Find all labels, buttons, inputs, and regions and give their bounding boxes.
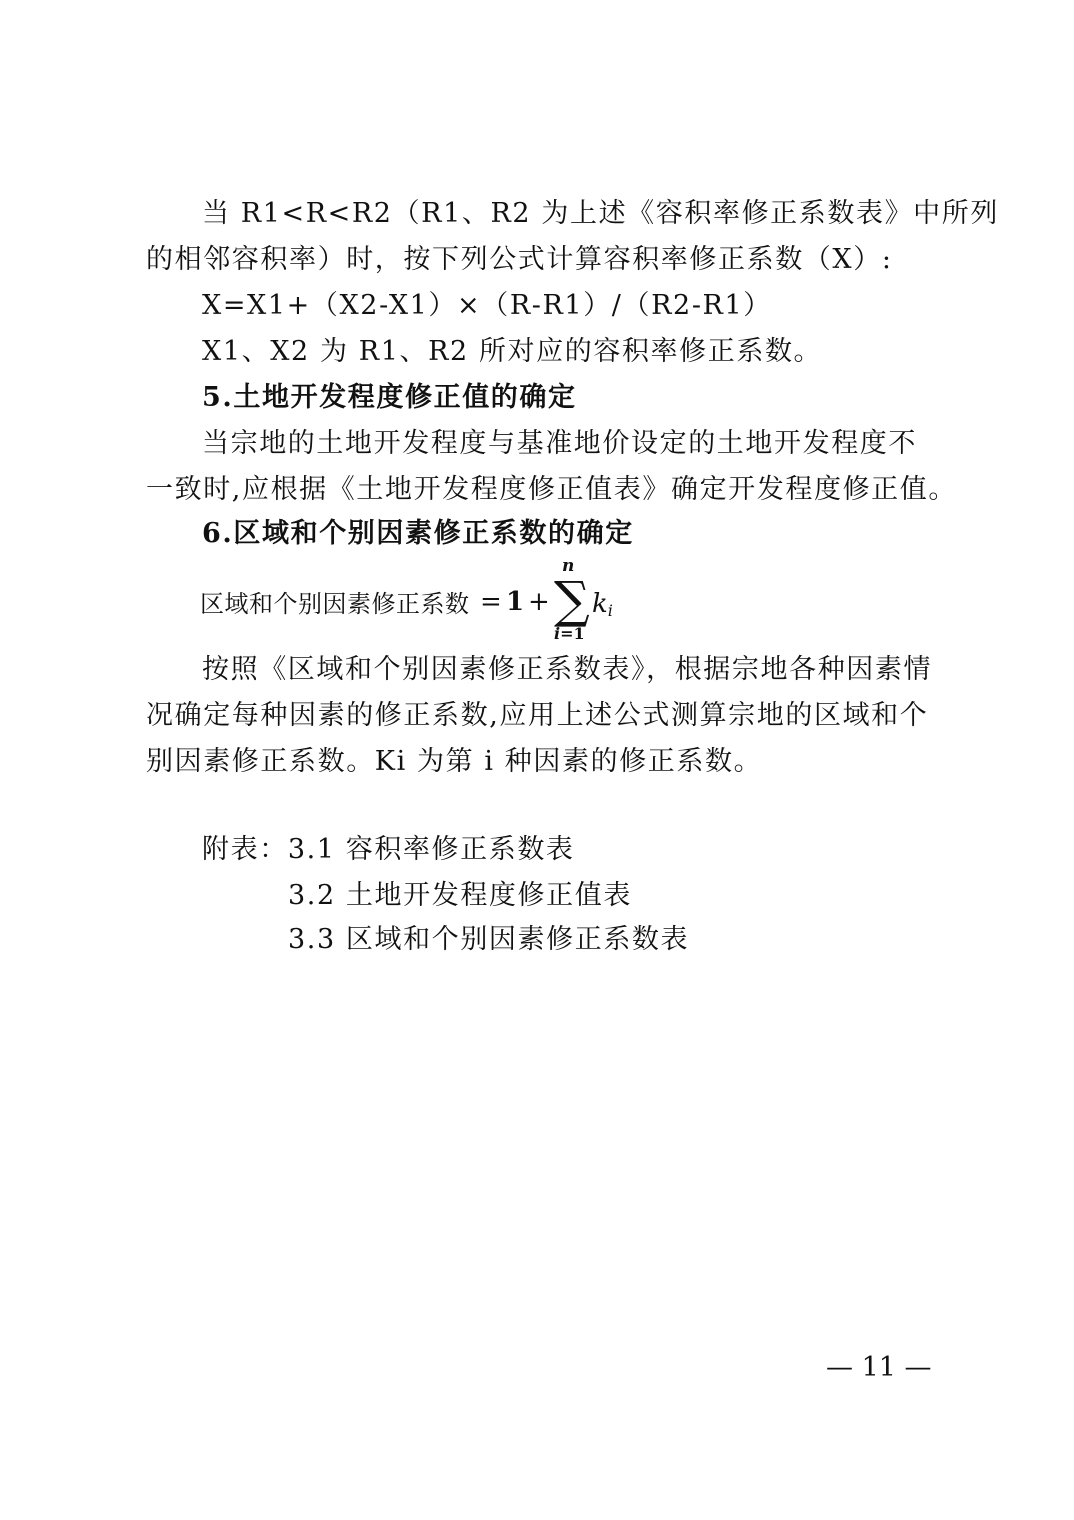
paragraph-line: 一致时,应根据《土地开发程度修正值表》确定开发程度修正值。 <box>146 474 957 505</box>
attachments-label: 附表： <box>202 834 288 865</box>
attachment-item: 3.3 区域和个别因素修正系数表 <box>288 924 690 955</box>
paragraph-line: 别因素修正系数。Ki 为第 i 种因素的修正系数。 <box>146 746 763 777</box>
page-number: — 11 — <box>826 1352 932 1383</box>
section-title: 土地开发程度修正值的确定 <box>233 382 577 413</box>
formula-one: 1 <box>506 587 525 617</box>
formula-text-line: X=X1+（X2-X1）×（R-R1）/（R2-R1） <box>202 290 772 321</box>
formula-label: 区域和个别因素修正系数 <box>200 590 470 618</box>
summation-formula <box>200 556 640 650</box>
section-heading-6 <box>202 514 634 554</box>
attachments-line <box>202 830 575 870</box>
paragraph-line: 当 R1<R<R2（R1、R2 为上述《容积率修正系数表》中所列 <box>202 198 999 229</box>
section-number: 6. <box>202 518 234 549</box>
term-sub: i <box>607 601 613 620</box>
paragraph-line: 按照《区域和个别因素修正系数表》，根据宗地各种因素情 <box>202 654 933 685</box>
lower-var: i <box>554 624 561 643</box>
formula-lower-limit <box>554 624 585 644</box>
paragraph-line: 的相邻容积率）时，按下列公式计算容积率修正系数（X）: <box>146 244 893 275</box>
sigma-symbol: ∑ <box>554 571 590 629</box>
section-number: 5. <box>202 382 234 413</box>
paragraph-line: 当宗地的土地开发程度与基准地价设定的土地开发程度不 <box>202 428 917 459</box>
attachment-item: 3.1 容积率修正系数表 <box>287 834 575 865</box>
lower-eq: =1 <box>560 624 585 643</box>
section-title: 区域和个别因素修正系数的确定 <box>233 518 634 549</box>
formula-upper-limit: n <box>562 556 575 576</box>
term-var: k <box>592 589 608 619</box>
formula-term <box>592 588 613 627</box>
formula-equals: = <box>480 587 502 617</box>
section-heading-5 <box>202 378 577 418</box>
paragraph-line: X1、X2 为 R1、R2 所对应的容积率修正系数。 <box>202 336 823 367</box>
paragraph-line: 况确定每种因素的修正系数,应用上述公式测算宗地的区域和个 <box>146 700 929 731</box>
attachment-item: 3.2 土地开发程度修正值表 <box>288 880 632 911</box>
formula-plus: + <box>528 587 550 617</box>
